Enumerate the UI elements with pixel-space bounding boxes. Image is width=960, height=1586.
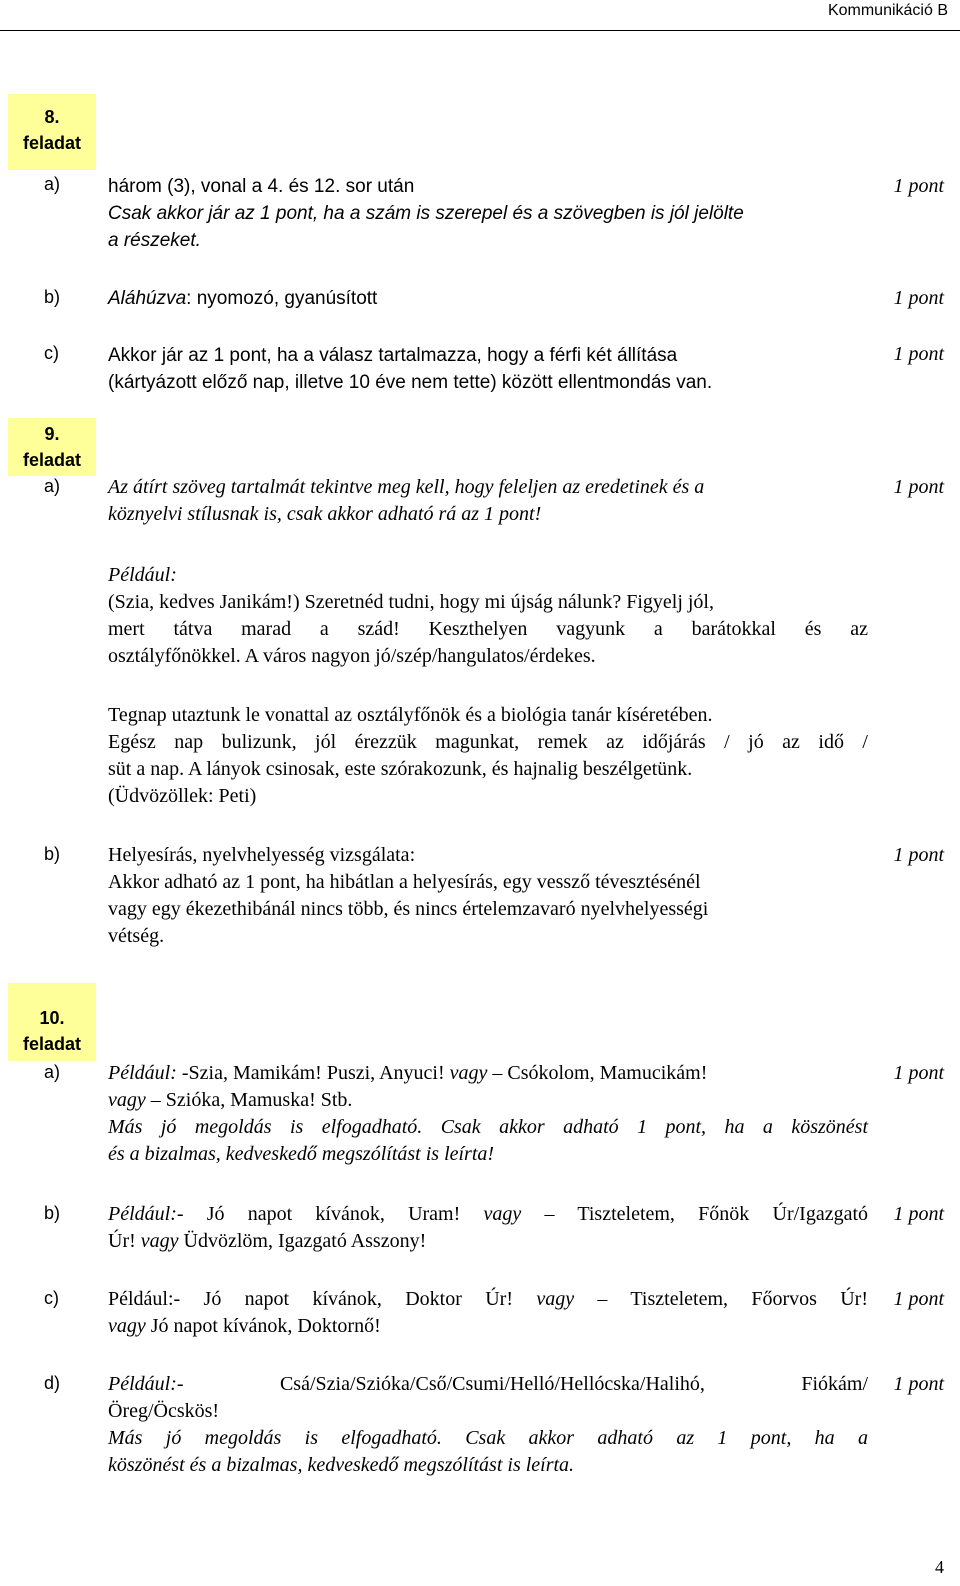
- task-9b-line1: Helyesírás, nyelvhelyesség vizsgálata:: [108, 844, 416, 866]
- task-8a-label: a): [44, 174, 61, 194]
- task-8-badge: [8, 94, 96, 170]
- or-word: vagy: [483, 1203, 522, 1225]
- task-10d-line3: Más jó megoldás is elfogadható. Csak akkor adható az 1 pont, ha a: [108, 1427, 868, 1449]
- or-word: vagy: [449, 1062, 488, 1084]
- task-9a-example-label: Például:: [108, 564, 177, 586]
- task-10-badge: [8, 983, 96, 1061]
- running-header: Kommunikáció B: [827, 2, 948, 19]
- task-9b-line3: vagy egy ékezethibánál nincs több, és nincs értelemzavaró nyelvhelyességi: [108, 898, 709, 920]
- task-8c-line2: (kártyázott előző nap, illetve 10 éve nem tette) között ellentmondás van.: [108, 372, 713, 393]
- task-10a-line1: [108, 1060, 868, 1087]
- header-rule: [0, 30, 960, 31]
- task-8-word: feladat: [22, 133, 82, 153]
- task-10a-label: a): [44, 1062, 61, 1082]
- task-9a-points: 1 pont: [893, 476, 944, 498]
- task-8a-points: 1 pont: [893, 175, 944, 197]
- example-word: Például:: [108, 1373, 177, 1395]
- task-10a-line3: Más jó megoldás is elfogadható. Csak akkor adható 1 pont, ha a köszönést: [108, 1116, 868, 1138]
- example-word: Például:: [108, 1062, 177, 1084]
- or-word: vagy: [108, 1315, 146, 1337]
- task-8a-text: [108, 173, 868, 254]
- task-10c-line2: [108, 1313, 868, 1340]
- task-8c-label: c): [44, 343, 59, 363]
- task-10c-points: 1 pont: [893, 1288, 944, 1310]
- greeting-text: Úr!: [108, 1230, 141, 1252]
- example-p2-line1: Tegnap utaztunk le vonattal az osztályfőnök és a biológia tanár kíséretében.: [108, 704, 713, 726]
- task-9b-text: [108, 842, 868, 950]
- task-10d-points: 1 pont: [893, 1373, 944, 1395]
- task-8b-rest: : nyomozó, gyanúsított: [186, 288, 378, 309]
- example-p1-line2: mert tátva marad a szád! Keszthelyen vagyunk a barátokkal és az: [108, 618, 868, 640]
- task-10a-text: [108, 1060, 868, 1168]
- greeting-text: -Szia, Mamikám! Puszi, Anyuci!: [176, 1062, 450, 1084]
- example-p1-line1: (Szia, kedves Janikám!) Szeretnéd tudni, hogy mi újság nálunk? Figyelj jól,: [108, 591, 714, 613]
- task-10b-label: b): [44, 1203, 61, 1223]
- example-p2-line3: süt a nap. A lányok csinosak, este szórakozunk, és hajnalig beszélgetünk.: [108, 758, 693, 780]
- task-8b-italic: Aláhúzva: [108, 288, 187, 309]
- task-8b-text: [108, 285, 868, 312]
- task-10-word: feladat: [22, 1034, 82, 1054]
- greeting-text: Üdvözlöm, Igazgató Asszony!: [178, 1230, 427, 1252]
- task-10d-line2: Öreg/Öcskös!: [108, 1400, 220, 1422]
- task-10b-text: [108, 1201, 868, 1255]
- greeting-text: – Szióka, Mamuska! Stb.: [145, 1089, 353, 1111]
- task-10c-line1: [108, 1286, 868, 1313]
- task-10a-line4: és a bizalmas, kedveskedő megszólítást is leírta!: [108, 1143, 495, 1165]
- greeting-text: – Tiszteletem, Főnök Úr/Igazgató: [521, 1203, 869, 1225]
- or-word: vagy: [140, 1230, 179, 1252]
- task-9-word: feladat: [22, 450, 82, 470]
- task-10c-text: [108, 1286, 868, 1340]
- example-p2-line2: Egész nap bulizunk, jól érezzük magunkat, remek az időjárás / jó az idő /: [108, 731, 868, 753]
- task-9a-line1: Az átírt szöveg tartalmát tekintve meg kell, hogy feleljen az eredetinek és a: [108, 476, 705, 498]
- task-10c-label: c): [44, 1288, 59, 1308]
- task-10d-line1: [108, 1371, 868, 1398]
- task-10d-text: [108, 1371, 868, 1479]
- task-9-number: 9.: [44, 424, 60, 444]
- task-10d-line4: köszönést és a bizalmas, kedveskedő megszólítást is leírta.: [108, 1454, 575, 1476]
- task-8c-text: [108, 342, 868, 396]
- task-10d-label: d): [44, 1373, 61, 1393]
- task-10b-points: 1 pont: [893, 1203, 944, 1225]
- example-p2-line4: (Üdvözöllek: Peti): [108, 785, 257, 807]
- greeting-text: – Tiszteletem, Főorvos Úr!: [574, 1288, 869, 1310]
- task-9a-label: a): [44, 476, 61, 496]
- task-9a-example-p2: [108, 702, 868, 810]
- task-10a-points: 1 pont: [893, 1062, 944, 1084]
- task-8a-line1: három (3), vonal a 4. és 12. sor után: [108, 176, 415, 197]
- task-10-number: 10.: [39, 1008, 65, 1028]
- task-9b-label: b): [44, 844, 61, 864]
- task-8b-points: 1 pont: [893, 287, 944, 309]
- task-8c-points: 1 pont: [893, 343, 944, 365]
- task-10b-line1: [108, 1201, 868, 1228]
- or-word: vagy: [536, 1288, 575, 1310]
- task-9-badge: [8, 418, 96, 476]
- or-word: vagy: [108, 1089, 146, 1111]
- task-9b-line2: Akkor adható az 1 pont, ha hibátlan a helyesírás, egy vessző tévesztésénél: [108, 871, 701, 893]
- task-10a-line2: [108, 1087, 868, 1114]
- task-8c-line1: Akkor jár az 1 pont, ha a válasz tartalmazza, hogy a férfi két állítása: [108, 345, 678, 366]
- task-8a-line2: Csak akkor jár az 1 pont, ha a szám is szerepel és a szövegben is jól jelölte: [108, 203, 744, 224]
- task-8a-line3: a részeket.: [108, 230, 201, 251]
- greeting-text: Jó napot kívánok, Doktornő!: [145, 1315, 381, 1337]
- task-9a-example-p1: [108, 589, 868, 670]
- page-number: 4: [935, 1557, 944, 1577]
- greeting-text: - Csá/Szia/Szióka/Cső/Csumi/Helló/Hellócska/Halihó, Fiókám/: [176, 1373, 868, 1395]
- task-9a-instruction: [108, 474, 868, 528]
- task-9a-line2: köznyelvi stílusnak is, csak akkor adható rá az 1 pont!: [108, 503, 542, 525]
- task-10b-line2: [108, 1228, 868, 1255]
- greeting-text: Például:- Jó napot kívánok, Doktor Úr!: [108, 1288, 537, 1310]
- task-8b-label: b): [44, 287, 61, 307]
- example-p1-line3: osztályfőnökkel. A város nagyon jó/szép/hangulatos/érdekes.: [108, 645, 596, 667]
- task-9b-points: 1 pont: [893, 844, 944, 866]
- greeting-text: – Csókolom, Mamucikám!: [487, 1062, 708, 1084]
- greeting-text: - Jó napot kívánok, Uram!: [176, 1203, 484, 1225]
- task-8-number: 8.: [44, 107, 60, 127]
- example-word: Például:: [108, 1203, 177, 1225]
- task-9b-line4: vétség.: [108, 925, 165, 947]
